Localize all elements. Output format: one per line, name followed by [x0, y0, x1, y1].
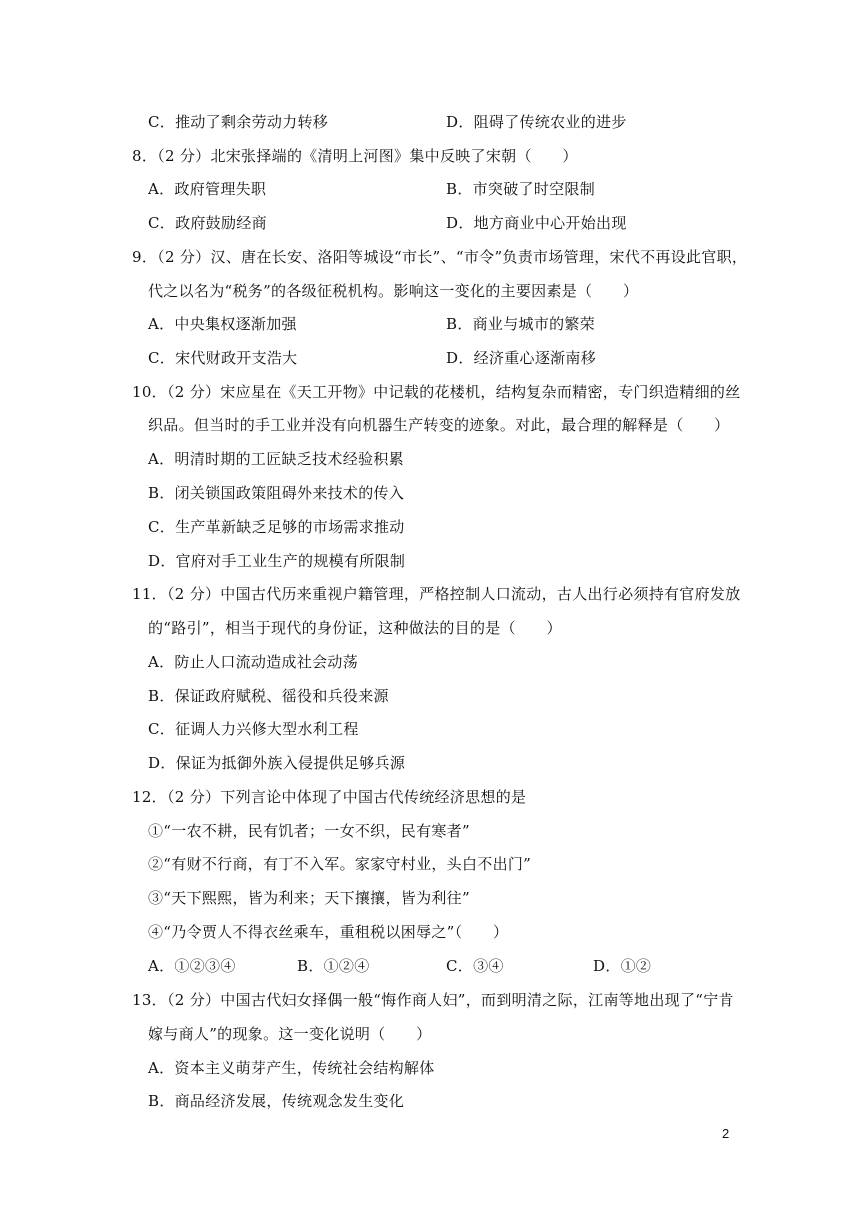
statement-4: ④“乃令贾人不得衣丝乘车，重租税以困辱之”（ ）: [148, 923, 509, 941]
option-c: C．生产革新缺乏足够的市场需求推动: [148, 518, 405, 536]
question-8-stem: 8．（2 分）北宋张择端的《清明上河图》集中反映了宋朝（ ）: [132, 147, 578, 165]
option-d: D．官府对手工业生产的规模有所限制: [148, 552, 406, 570]
option-a: A．防止人口流动造成社会动荡: [148, 653, 359, 671]
option-b: B．保证政府赋税、徭役和兵役来源: [148, 687, 389, 705]
option-a: A．明清时期的工匠缺乏技术经验积累: [148, 450, 404, 468]
option-d: D．经济重心逐渐南移: [446, 349, 597, 367]
question-9-stem: 9．（2 分）汉、唐在长安、洛阳等城设“市长”、“市令”负责市场管理，宋代不再设此官职，: [132, 248, 748, 266]
question-10-stem: 10．（2 分）宋应星在《天工开物》中记载的花楼机，结构复杂而精密，专门织造精细的丝: [132, 383, 741, 401]
option-d: D．保证为抵御外族入侵提供足够兵源: [148, 754, 406, 772]
question-11-stem: 11．（2 分）中国古代历来重视户籍管理，严格控制人口流动，古人出行必须持有官府发放: [132, 585, 741, 603]
option-d: D．地方商业中心开始出现: [446, 214, 627, 232]
statement-2: ②“有财不行商，有丁不入军。家家守村业，头白不出门”: [148, 855, 532, 873]
option-c: C．征调人力兴修大型水利工程: [148, 720, 359, 738]
choice-d: D．①②: [593, 957, 652, 975]
option-c: C．宋代财政开支浩大: [148, 349, 298, 367]
option-c: C．政府鼓励经商: [148, 214, 267, 232]
option-a: A．资本主义萌芽产生，传统社会结构解体: [148, 1059, 435, 1077]
question-11-stem-cont: 的“路引”，相当于现代的身份证，这种做法的目的是（ ）: [148, 619, 562, 637]
choice-c: C．③④: [446, 957, 504, 975]
question-9-stem-cont: 代之以名为“税务”的各级征税机构。影响这一变化的主要因素是（ ）: [148, 282, 639, 300]
option-a: A．中央集权逐渐加强: [148, 315, 297, 333]
option-b: B．商品经济发展，传统观念发生变化: [148, 1092, 405, 1110]
question-13-stem-cont: 嫁与商人”的现象。这一变化说明（ ）: [148, 1025, 432, 1043]
option-a: A．政府管理失职: [148, 180, 267, 198]
option-b: B．市突破了时空限制: [446, 180, 596, 198]
option-b: B．商业与城市的繁荣: [446, 315, 596, 333]
statement-3: ③“天下熙熙，皆为利来；天下攘攘，皆为利往”: [148, 889, 470, 907]
option-b: B．闭关锁国政策阻碍外来技术的传入: [148, 484, 405, 502]
choice-b: B．①②④: [297, 957, 370, 975]
question-13-stem: 13．（2 分）中国古代妇女择偶一般“悔作商人妇”，而到明清之际，江南等地出现了“宁肯: [132, 991, 734, 1009]
option-d: D．阻碍了传统农业的进步: [446, 113, 627, 131]
choice-a: A．①②③④: [148, 957, 236, 975]
statement-1: ①“一农不耕，民有饥者；一女不织，民有寒者”: [148, 822, 470, 840]
option-c: C．推动了剩余劳动力转移: [148, 113, 329, 131]
question-10-stem-cont: 织品。但当时的手工业并没有向机器生产转变的迹象。对此，最合理的解释是（ ）: [148, 416, 730, 434]
page-number: 2: [722, 1126, 730, 1141]
question-12-stem: 12．（2 分）下列言论中体现了中国古代传统经济思想的是: [132, 788, 527, 806]
